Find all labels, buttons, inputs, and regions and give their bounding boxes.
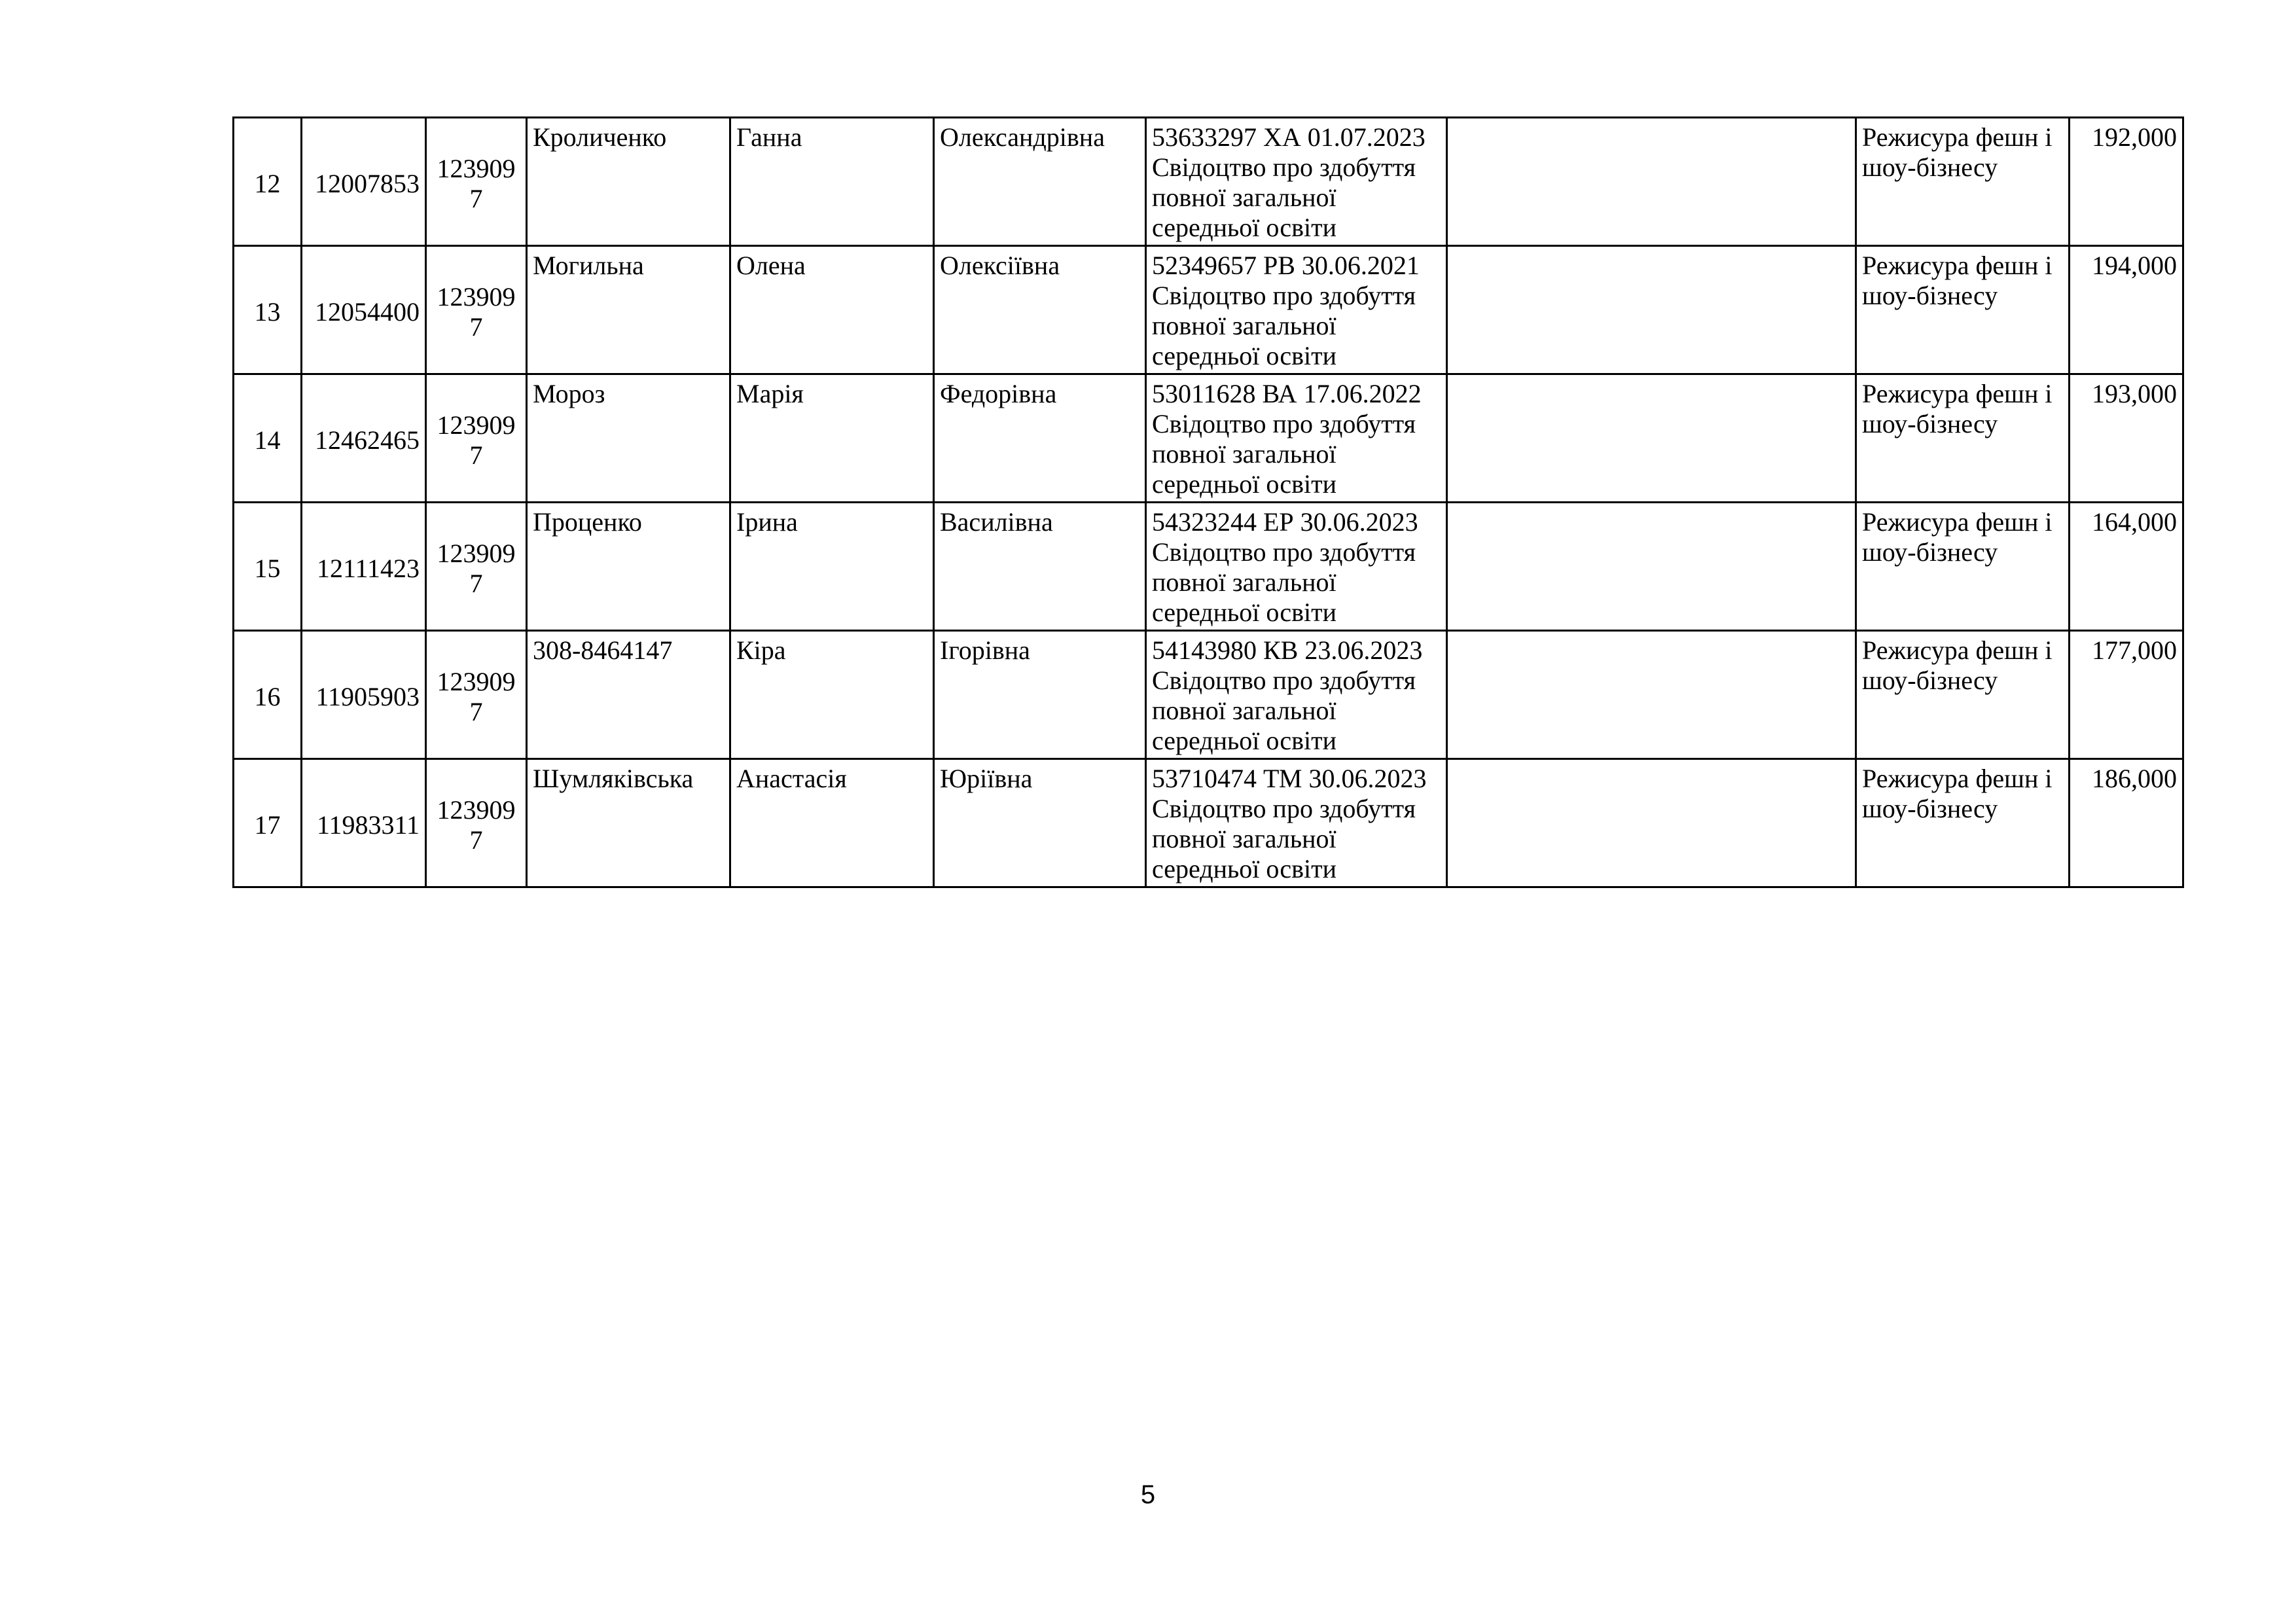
table-row xyxy=(234,118,2183,246)
document-type-line: середньої освіти xyxy=(1152,213,1336,242)
program-line: Режисура фешн і xyxy=(1862,122,2053,152)
applicants-table xyxy=(232,116,2184,888)
offer-code-line: 123909 xyxy=(437,794,516,825)
program-line: шоу-бізнесу xyxy=(1862,281,1998,310)
offer-code-cell xyxy=(426,503,527,631)
last-name-cell: 308-8464147 xyxy=(527,631,730,759)
offer-code-line: 7 xyxy=(469,825,483,855)
score-cell: 177,000 xyxy=(2070,631,2183,759)
row-number-cell: 12 xyxy=(234,118,302,246)
program-line: Режисура фешн і xyxy=(1862,251,2053,280)
document-type-line: повної загальної xyxy=(1152,824,1336,853)
score-cell: 193,000 xyxy=(2070,374,2183,503)
row-number-cell: 14 xyxy=(234,374,302,503)
applicant-id-cell: 12054400 xyxy=(302,246,426,374)
program-line: шоу-бізнесу xyxy=(1862,794,1998,823)
document-cell xyxy=(1146,118,1447,246)
program-line: Режисура фешн і xyxy=(1862,379,2053,408)
offer-code-line: 123909 xyxy=(437,281,516,312)
document-type-line: Свідоцтво про здобуття xyxy=(1152,152,1416,182)
score-cell: 194,000 xyxy=(2070,246,2183,374)
document-number-line: 52349657 РВ 30.06.2021 xyxy=(1152,251,1420,280)
document-number-line: 53633297 ХА 01.07.2023 xyxy=(1152,122,1426,152)
notes-cell xyxy=(1447,118,1856,246)
document-cell xyxy=(1146,759,1447,887)
offer-code-cell xyxy=(426,374,527,503)
document-type-line: середньої освіти xyxy=(1152,341,1336,370)
row-number-cell: 17 xyxy=(234,759,302,887)
notes-cell xyxy=(1447,246,1856,374)
document-type-line: середньої освіти xyxy=(1152,469,1336,499)
patronymic-cell: Федорівна xyxy=(934,374,1146,503)
program-line: Режисура фешн і xyxy=(1862,635,2053,665)
offer-code-line: 123909 xyxy=(437,538,516,568)
offer-code-cell xyxy=(426,759,527,887)
applicant-id-cell: 12111423 xyxy=(302,503,426,631)
last-name-cell: Проценко xyxy=(527,503,730,631)
program-line: шоу-бізнесу xyxy=(1862,152,1998,182)
document-type-line: середньої освіти xyxy=(1152,854,1336,883)
applicant-id-cell: 12007853 xyxy=(302,118,426,246)
offer-code-cell xyxy=(426,246,527,374)
offer-code-cell xyxy=(426,631,527,759)
document-type-line: повної загальної xyxy=(1152,567,1336,597)
program-cell xyxy=(1856,118,2070,246)
notes-cell xyxy=(1447,503,1856,631)
program-cell xyxy=(1856,374,2070,503)
first-name-cell: Олена xyxy=(730,246,934,374)
program-cell xyxy=(1856,631,2070,759)
offer-code-cell xyxy=(426,118,527,246)
document-type-line: середньої освіти xyxy=(1152,726,1336,755)
offer-code-line: 123909 xyxy=(437,410,516,440)
document-type-line: середньої освіти xyxy=(1152,597,1336,627)
offer-code-line: 7 xyxy=(469,568,483,598)
notes-cell xyxy=(1447,374,1856,503)
patronymic-cell: Ігорівна xyxy=(934,631,1146,759)
document-cell xyxy=(1146,374,1447,503)
document-number-line: 53710474 ТМ 30.06.2023 xyxy=(1152,764,1427,793)
document-type-line: повної загальної xyxy=(1152,439,1336,469)
document-number-line: 53011628 ВА 17.06.2022 xyxy=(1152,379,1422,408)
row-number-cell: 15 xyxy=(234,503,302,631)
first-name-cell: Марія xyxy=(730,374,934,503)
score-cell: 164,000 xyxy=(2070,503,2183,631)
row-number-cell: 13 xyxy=(234,246,302,374)
table-row xyxy=(234,246,2183,374)
document-type-line: Свідоцтво про здобуття xyxy=(1152,409,1416,438)
score-cell: 186,000 xyxy=(2070,759,2183,887)
page-number: 5 xyxy=(1140,1480,1156,1509)
table-row xyxy=(234,374,2183,503)
first-name-cell: Анастасія xyxy=(730,759,934,887)
program-line: шоу-бізнесу xyxy=(1862,537,1998,567)
document-cell xyxy=(1146,631,1447,759)
patronymic-cell: Юріївна xyxy=(934,759,1146,887)
offer-code-line: 123909 xyxy=(437,153,516,183)
last-name-cell: Мороз xyxy=(527,374,730,503)
offer-code-line: 7 xyxy=(469,440,483,470)
document-cell xyxy=(1146,246,1447,374)
last-name-cell: Могильна xyxy=(527,246,730,374)
last-name-cell: Кроличенко xyxy=(527,118,730,246)
program-line: шоу-бізнесу xyxy=(1862,409,1998,438)
table-body xyxy=(234,118,2183,887)
offer-code-line: 7 xyxy=(469,696,483,726)
applicant-id-cell: 11905903 xyxy=(302,631,426,759)
program-cell xyxy=(1856,503,2070,631)
table-row xyxy=(234,631,2183,759)
document-number-line: 54143980 КВ 23.06.2023 xyxy=(1152,635,1423,665)
table-row xyxy=(234,503,2183,631)
first-name-cell: Кіра xyxy=(730,631,934,759)
document-type-line: Свідоцтво про здобуття xyxy=(1152,281,1416,310)
patronymic-cell: Олексіївна xyxy=(934,246,1146,374)
program-cell xyxy=(1856,246,2070,374)
offer-code-line: 7 xyxy=(469,312,483,342)
offer-code-line: 7 xyxy=(469,183,483,213)
patronymic-cell: Василівна xyxy=(934,503,1146,631)
program-line: Режисура фешн і xyxy=(1862,507,2053,537)
document-cell xyxy=(1146,503,1447,631)
document-number-line: 54323244 ЕР 30.06.2023 xyxy=(1152,507,1418,537)
score-cell: 192,000 xyxy=(2070,118,2183,246)
first-name-cell: Ірина xyxy=(730,503,934,631)
document-type-line: Свідоцтво про здобуття xyxy=(1152,666,1416,695)
applicant-id-cell: 12462465 xyxy=(302,374,426,503)
notes-cell xyxy=(1447,631,1856,759)
document-type-line: повної загальної xyxy=(1152,696,1336,725)
document-type-line: Свідоцтво про здобуття xyxy=(1152,537,1416,567)
notes-cell xyxy=(1447,759,1856,887)
last-name-cell: Шумляківська xyxy=(527,759,730,887)
row-number-cell: 16 xyxy=(234,631,302,759)
program-line: шоу-бізнесу xyxy=(1862,666,1998,695)
document-type-line: Свідоцтво про здобуття xyxy=(1152,794,1416,823)
first-name-cell: Ганна xyxy=(730,118,934,246)
program-cell xyxy=(1856,759,2070,887)
document-type-line: повної загальної xyxy=(1152,183,1336,212)
offer-code-line: 123909 xyxy=(437,666,516,696)
program-line: Режисура фешн і xyxy=(1862,764,2053,793)
document-type-line: повної загальної xyxy=(1152,311,1336,340)
applicant-id-cell: 11983311 xyxy=(302,759,426,887)
patronymic-cell: Олександрівна xyxy=(934,118,1146,246)
table-row xyxy=(234,759,2183,887)
